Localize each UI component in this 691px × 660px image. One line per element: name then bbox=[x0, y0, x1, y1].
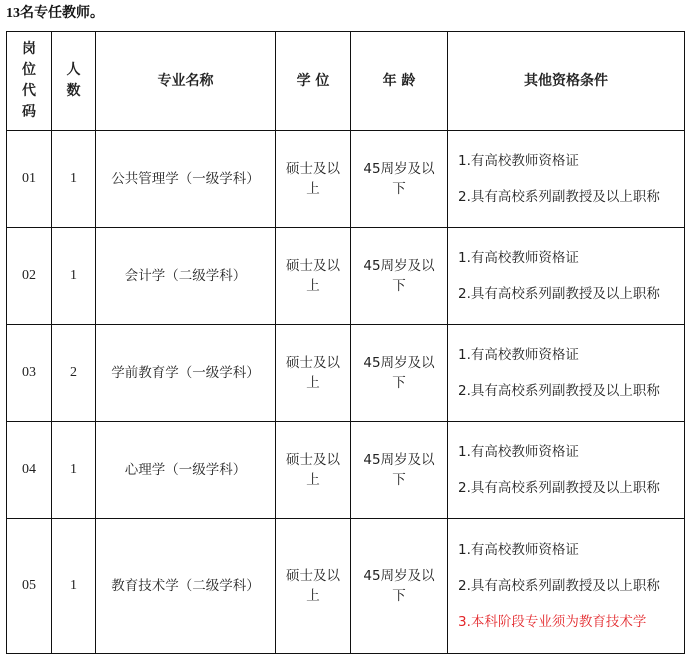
header-code: 岗位代码 bbox=[7, 32, 52, 131]
condition-item: 1.有高校教师资格证 bbox=[458, 153, 579, 169]
age-limit: 45周岁及以下 bbox=[351, 325, 448, 422]
major-name: 学前教育学（一级学科） bbox=[96, 325, 276, 422]
position-code: 01 bbox=[7, 131, 52, 228]
table-row bbox=[7, 228, 685, 325]
other-conditions bbox=[448, 325, 685, 422]
condition-item: 1.有高校教师资格证 bbox=[458, 250, 579, 266]
header-row bbox=[7, 32, 685, 131]
header-degree: 学 位 bbox=[276, 32, 351, 131]
condition-item: 2.具有高校系列副教授及以上职称 bbox=[458, 578, 660, 594]
major-name: 教育技术学（二级学科） bbox=[96, 519, 276, 654]
age-limit: 45周岁及以下 bbox=[351, 131, 448, 228]
position-code: 05 bbox=[7, 519, 52, 654]
condition-item: 2.具有高校系列副教授及以上职称 bbox=[458, 286, 660, 302]
age-limit: 45周岁及以下 bbox=[351, 519, 448, 654]
other-conditions bbox=[448, 131, 685, 228]
other-conditions bbox=[448, 422, 685, 519]
table-row bbox=[7, 131, 685, 228]
condition-item: 2.具有高校系列副教授及以上职称 bbox=[458, 189, 660, 205]
headcount: 2 bbox=[52, 325, 96, 422]
age-limit: 45周岁及以下 bbox=[351, 422, 448, 519]
position-code: 04 bbox=[7, 422, 52, 519]
degree: 硕士及以上 bbox=[276, 519, 351, 654]
condition-item: 2.具有高校系列副教授及以上职称 bbox=[458, 383, 660, 399]
degree: 硕士及以上 bbox=[276, 131, 351, 228]
headcount: 1 bbox=[52, 131, 96, 228]
table-row bbox=[7, 325, 685, 422]
degree: 硕士及以上 bbox=[276, 422, 351, 519]
section-title: 13名专任教师。 bbox=[6, 6, 104, 21]
headcount: 1 bbox=[52, 228, 96, 325]
condition-item: 1.有高校教师资格证 bbox=[458, 542, 579, 558]
positions-table bbox=[6, 31, 685, 654]
position-code: 03 bbox=[7, 325, 52, 422]
condition-item: 1.有高校教师资格证 bbox=[458, 347, 579, 363]
headcount: 1 bbox=[52, 519, 96, 654]
condition-item: 3.本科阶段专业须为教育技术学 bbox=[458, 614, 647, 630]
condition-item: 2.具有高校系列副教授及以上职称 bbox=[458, 480, 660, 496]
header-other: 其他资格条件 bbox=[448, 32, 685, 131]
header-major: 专业名称 bbox=[96, 32, 276, 131]
header-count: 人数 bbox=[52, 32, 96, 131]
age-limit: 45周岁及以下 bbox=[351, 228, 448, 325]
condition-item: 1.有高校教师资格证 bbox=[458, 444, 579, 460]
major-name: 会计学（二级学科） bbox=[96, 228, 276, 325]
major-name: 心理学（一级学科） bbox=[96, 422, 276, 519]
table-row bbox=[7, 422, 685, 519]
degree: 硕士及以上 bbox=[276, 228, 351, 325]
table-row bbox=[7, 519, 685, 654]
other-conditions bbox=[448, 519, 685, 654]
degree: 硕士及以上 bbox=[276, 325, 351, 422]
position-code: 02 bbox=[7, 228, 52, 325]
major-name: 公共管理学（一级学科） bbox=[96, 131, 276, 228]
header-age: 年 龄 bbox=[351, 32, 448, 131]
other-conditions bbox=[448, 228, 685, 325]
headcount: 1 bbox=[52, 422, 96, 519]
